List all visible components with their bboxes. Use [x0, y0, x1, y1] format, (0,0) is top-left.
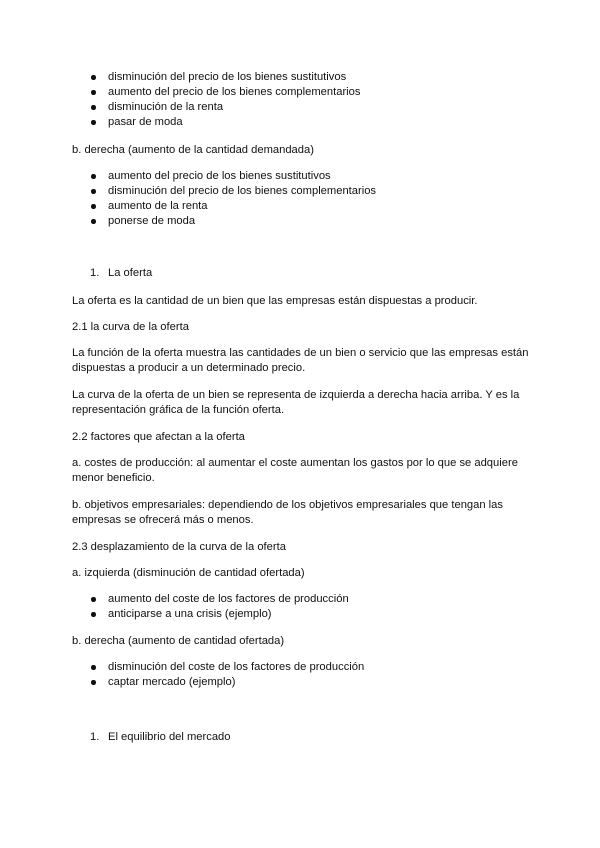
- list-item: disminución del precio de los bienes sustitutivos: [108, 71, 347, 83]
- list-item: aumento del coste de los factores de producción: [108, 593, 349, 605]
- paragraph: La oferta es la cantidad de un bien que las empresas están dispuestas a producir.: [72, 295, 478, 307]
- paragraph-line: empresas se ofrecerá más o menos.: [72, 514, 254, 526]
- list-item: anticiparse a una crisis (ejemplo): [108, 608, 272, 620]
- bullet-icon: [91, 90, 96, 95]
- bullet-icon: [91, 174, 96, 179]
- bullet-icon: [91, 120, 96, 125]
- section-number: 1.: [90, 731, 100, 743]
- bullet-icon: [91, 189, 96, 194]
- list-item: aumento del precio de los bienes complementarios: [108, 86, 361, 98]
- paragraph-line: La curva de la oferta de un bien se representa de izquierda a derecha hacia arriba. Y es la: [72, 389, 520, 401]
- section-title: La oferta: [108, 267, 153, 279]
- section-title: El equilibrio del mercado: [108, 731, 231, 743]
- subheading: 2.2 factores que afectan a la oferta: [72, 431, 245, 443]
- list-item: pasar de moda: [108, 116, 183, 128]
- list-item: captar mercado (ejemplo): [108, 676, 236, 688]
- bullet-icon: [91, 612, 96, 617]
- list-item: aumento del precio de los bienes sustitutivos: [108, 170, 331, 182]
- list-item: disminución de la renta: [108, 101, 224, 113]
- paragraph-line: representación gráfica de la función oferta.: [72, 404, 285, 416]
- list-item: disminución del coste de los factores de producción: [108, 661, 365, 673]
- bullet-icon: [91, 680, 96, 685]
- paragraph-line: menor beneficio.: [72, 472, 155, 484]
- list-item: disminución del precio de los bienes complementarios: [108, 185, 377, 197]
- bullet-icon: [91, 665, 96, 670]
- bullet-icon: [91, 219, 96, 224]
- subheading: 2.3 desplazamiento de la curva de la oferta: [72, 541, 286, 553]
- subheading: b. derecha (aumento de la cantidad demandada): [72, 144, 314, 156]
- list-item: aumento de la renta: [108, 200, 208, 212]
- bullet-icon: [91, 597, 96, 602]
- paragraph-line: La función de la oferta muestra las cantidades de un bien o servicio que las empresas están: [72, 347, 529, 359]
- list-item: ponerse de moda: [108, 215, 196, 227]
- paragraph-line: a. costes de producción: al aumentar el coste aumentan los gastos por lo que se adquiere: [72, 457, 518, 469]
- subheading: a. izquierda (disminución de cantidad ofertada): [72, 567, 305, 579]
- subheading: 2.1 la curva de la oferta: [72, 321, 189, 333]
- bullet-icon: [91, 75, 96, 80]
- bullet-icon: [91, 105, 96, 110]
- paragraph-line: b. objetivos empresariales: dependiendo de los objetivos empresariales que tengan las: [72, 499, 503, 511]
- subheading: b. derecha (aumento de cantidad ofertada): [72, 635, 285, 647]
- bullet-icon: [91, 204, 96, 209]
- section-number: 1.: [90, 267, 100, 279]
- paragraph-line: dispuestas a producir a un determinado precio.: [72, 362, 306, 374]
